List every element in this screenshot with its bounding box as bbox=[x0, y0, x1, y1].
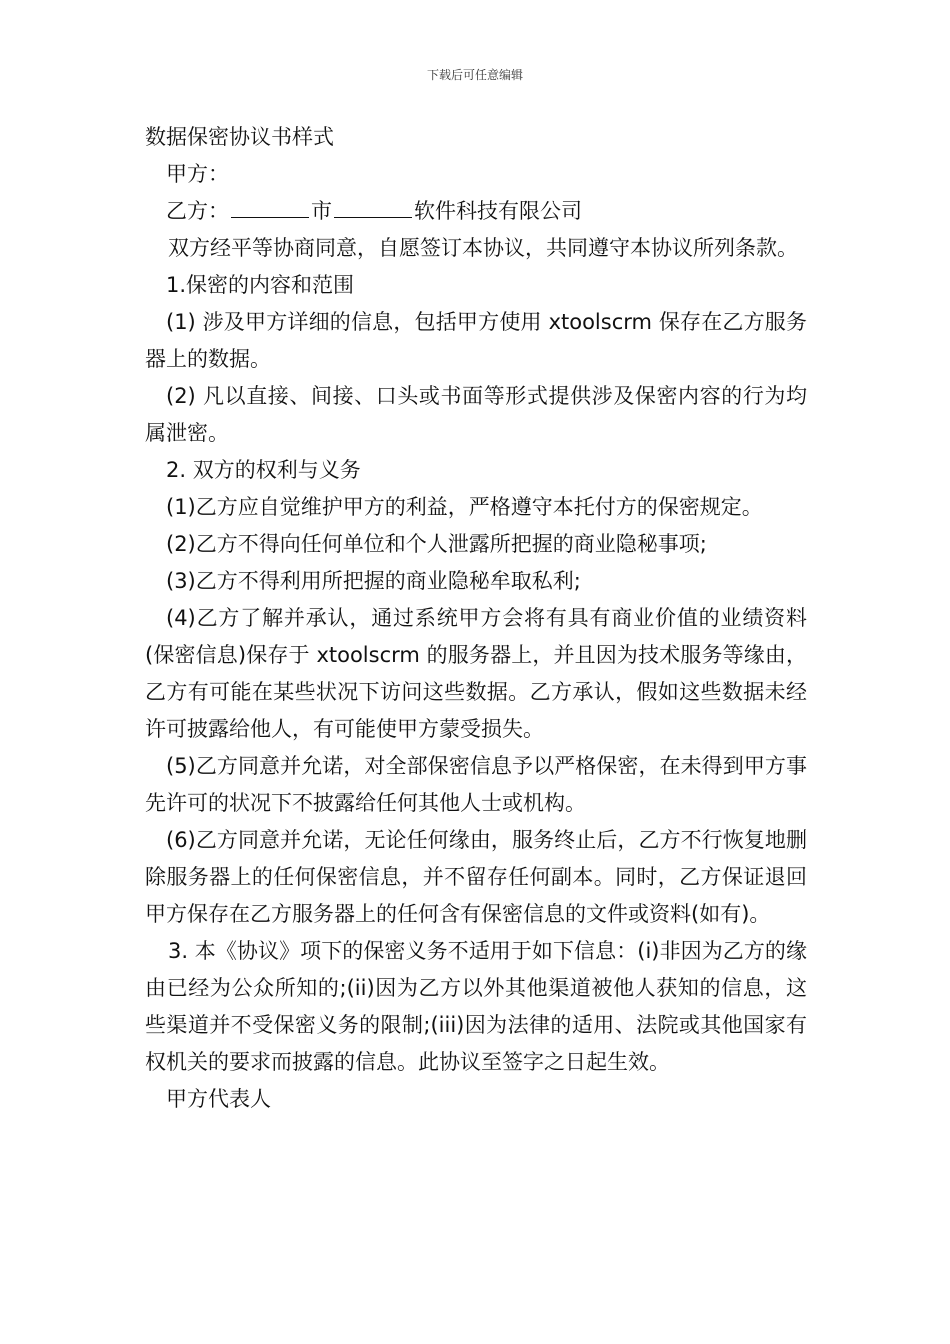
section1-heading: 1.保密的内容和范围 bbox=[166, 273, 355, 297]
section2-item3: (3)乙方不得利用所把握的商业隐秘牟取私利; bbox=[166, 569, 581, 593]
section1-item2: (2) 凡以直接、间接、口头或书面等形式提供涉及保密内容的行为均属泄密。 bbox=[145, 384, 807, 445]
party-a-line: 甲方： bbox=[166, 162, 229, 186]
intro-paragraph: 双方经平等协商同意，自愿签订本协议，共同遵守本协议所列条款。 bbox=[168, 236, 798, 260]
section2-item6: (6)乙方同意并允诺，无论任何缘由，服务终止后，乙方不行恢复地删除服务器上的任何保密信息，并不留存任何副本。同时，乙方保证退回甲方保存在乙方服务器上的任何含有保密信息的文件或资料(如有)。 bbox=[145, 828, 807, 926]
document-body bbox=[145, 119, 807, 1118]
section2-item2: (2)乙方不得向任何单位和个人泄露所把握的商业隐秘事项; bbox=[166, 532, 707, 556]
section2-item5: (5)乙方同意并允诺，对全部保密信息予以严格保密，在未得到甲方事先许可的状况下不披露给任何其他人士或机构。 bbox=[145, 754, 807, 815]
header-note: 下载后可任意编辑 bbox=[426, 68, 523, 82]
section2-item4: (4)乙方了解并承认，通过系统甲方会将有具有商业价值的业绩资料(保密信息)保存于 xtoolscrm 的服务器上，并且因为技术服务等缘由，乙方有可能在某些状况下访问这些数据。乙方承认，假如这些数据未经许可披露给他人，有可能使甲方蒙受损失。 bbox=[145, 606, 807, 741]
party-b-prefix: 乙方： bbox=[166, 199, 229, 223]
company-suffix: 软件科技有限公司 bbox=[414, 199, 582, 223]
section1-item1: (1) 涉及甲方详细的信息，包括甲方使用 xtoolscrm 保存在乙方服务器上的数据。 bbox=[145, 310, 807, 371]
section3-paragraph: 3. 本《协议》项下的保密义务不适用于如下信息：(i)非因为乙方的缘由已经为公众所知的;(ii)因为乙方以外其他渠道被他人获知的信息，这些渠道并不受保密义务的限制;(iii)因为法律的适用、法院或其他国家有权机关的要求而披露的信息。此协议至签字之日起生效。 bbox=[145, 939, 807, 1074]
city-suffix: 市 bbox=[311, 199, 332, 223]
section2-heading: 2. 双方的权利与义务 bbox=[166, 458, 361, 482]
document-title: 数据保密协议书样式 bbox=[145, 125, 334, 149]
city-blank bbox=[231, 197, 309, 218]
party-b-line bbox=[145, 193, 807, 230]
signature-line: 甲方代表人 bbox=[166, 1087, 271, 1111]
section2-item1: (1)乙方应自觉维护甲方的利益，严格遵守本托付方的保密规定。 bbox=[166, 495, 763, 519]
company-blank bbox=[334, 197, 412, 218]
